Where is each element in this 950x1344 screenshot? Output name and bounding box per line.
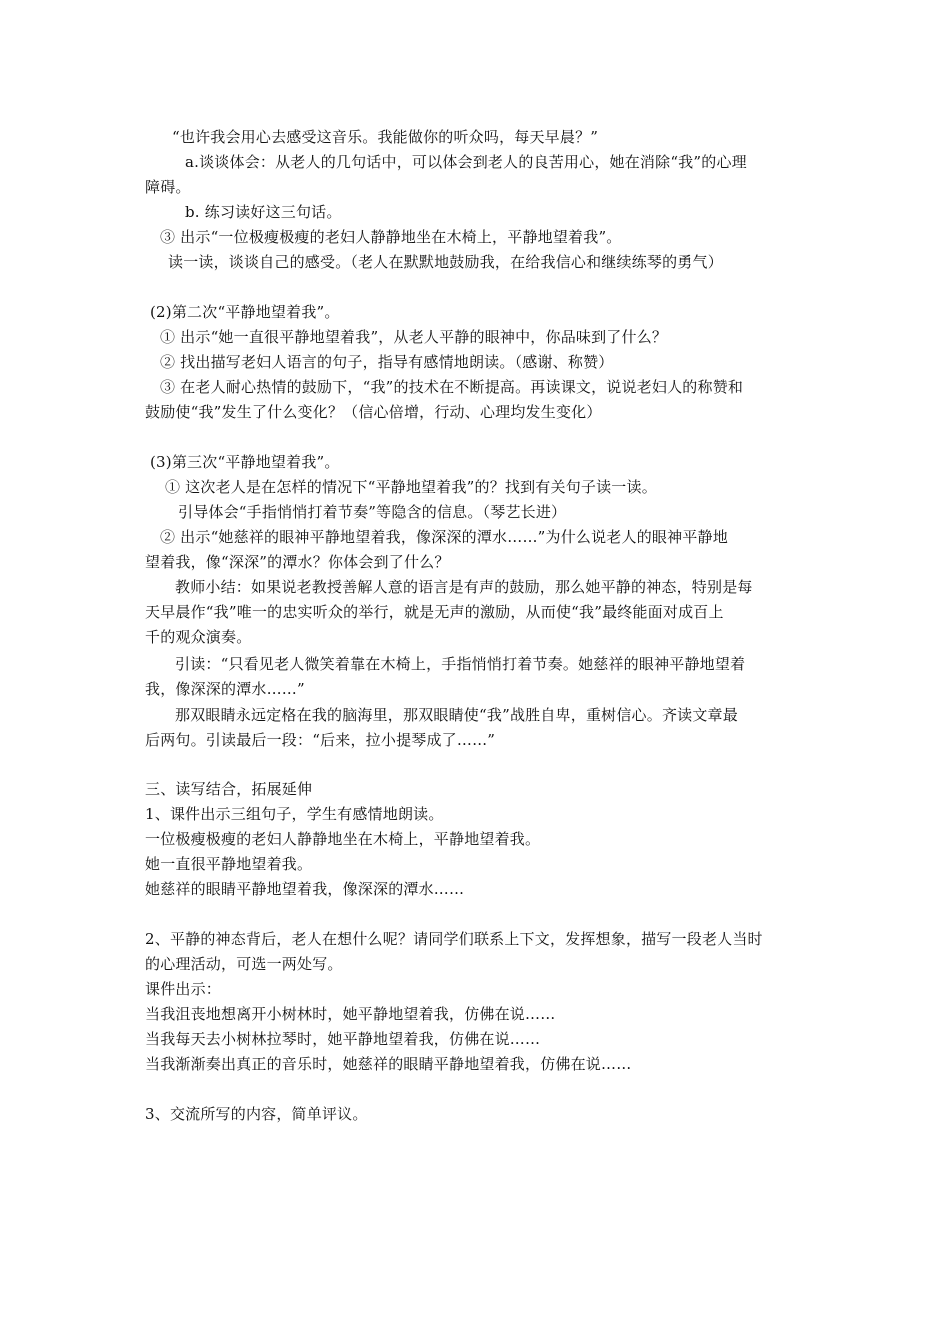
text-line: b. 练习读好这三句话。 [185,203,342,221]
text-line: 2、平静的神态背后，老人在想什么呢？请同学们联系上下文，发挥想象，描写一段老人当时 [145,930,763,948]
section-heading: 三、读写结合，拓展延伸 [145,780,313,798]
text-line: 课件出示： [145,980,222,998]
text-line: ② 找出描写老妇人语言的句子，指导有感情地朗读。（感谢、称赞） [160,353,614,371]
section-heading: (2)第二次“平静地望着我”。 [150,303,340,321]
text-line: 1、课件出示三组句子，学生有感情地朗读。 [145,805,444,823]
text-line: ① 出示“她一直很平静地望着我”，从老人平静的眼神中，你品味到了什么？ [160,328,668,346]
text-line: 的心理活动，可选一两处写。 [145,955,343,973]
text-line: 3、交流所写的内容，简单评议。 [145,1105,368,1123]
text-line: 教师小结：如果说老教授善解人意的语言是有声的鼓励，那么她平静的神态，特别是每 [175,578,753,596]
text-line: 当我渐渐奏出真正的音乐时，她慈祥的眼睛平静地望着我，仿佛在说…… [145,1055,632,1073]
section-heading: (3)第三次“平静地望着我”。 [150,453,340,471]
text-line: 一位极瘦极瘦的老妇人静静地坐在木椅上，平静地望着我。 [145,830,541,848]
text-line: ③ 出示“一位极瘦极瘦的老妇人静静地坐在木椅上，平静地望着我”。 [160,228,622,246]
text-line: 引读：“只看见老人微笑着靠在木椅上，手指悄悄打着节奏。她慈祥的眼神平静地望着 [175,655,746,673]
text-line: 当我每天去小树林拉琴时，她平静地望着我，仿佛在说…… [145,1030,541,1048]
text-line: 天早晨作“我”唯一的忠实听众的举行，就是无声的激励，从而使“我”最终能面对成百上 [145,603,724,621]
text-line: 她慈祥的眼睛平静地望着我，像深深的潭水…… [145,880,465,898]
text-line: a.谈谈体会：从老人的几句话中，可以体会到老人的良苦用心，她在消除“我”的心理 [185,153,747,171]
text-line: 鼓励使“我”发生了什么变化？（信心倍增，行动、心理均发生变化） [145,403,602,421]
text-line: 后两句。引读最后一段：“后来，拉小提琴成了……” [145,731,496,749]
text-line: 她一直很平静地望着我。 [145,855,313,873]
text-line: 障碍。 [145,178,191,196]
text-line: 千的观众演奏。 [145,628,252,646]
text-line: 我，像深深的潭水……” [145,680,305,698]
text-line: “也许我会用心去感受这音乐。我能做你的听众吗，每天早晨？” [172,128,599,146]
text-line: 望着我，像“深深”的潭水？你体会到了什么？ [145,553,450,571]
text-line: 当我沮丧地想离开小树林时，她平静地望着我，仿佛在说…… [145,1005,556,1023]
text-line: 引导体会“手指悄悄打着节奏”等隐含的信息。（琴艺长进） [178,503,567,521]
text-line: ① 这次老人是在怎样的情况下“平静地望着我”的？找到有关句子读一读。 [165,478,657,496]
text-line: 那双眼睛永远定格在我的脑海里，那双眼睛使“我”战胜自卑，重树信心。齐读文章最 [175,706,738,724]
text-line: ③ 在老人耐心热情的鼓励下，“我”的技术在不断提高。再读课文，说说老妇人的称赞和 [160,378,744,396]
text-line: ② 出示“她慈祥的眼神平静地望着我，像深深的潭水……”为什么说老人的眼神平静地 [160,528,728,546]
text-line: 读一读，谈谈自己的感受。（老人在默默地鼓励我，在给我信心和继续练琴的勇气） [168,253,723,271]
